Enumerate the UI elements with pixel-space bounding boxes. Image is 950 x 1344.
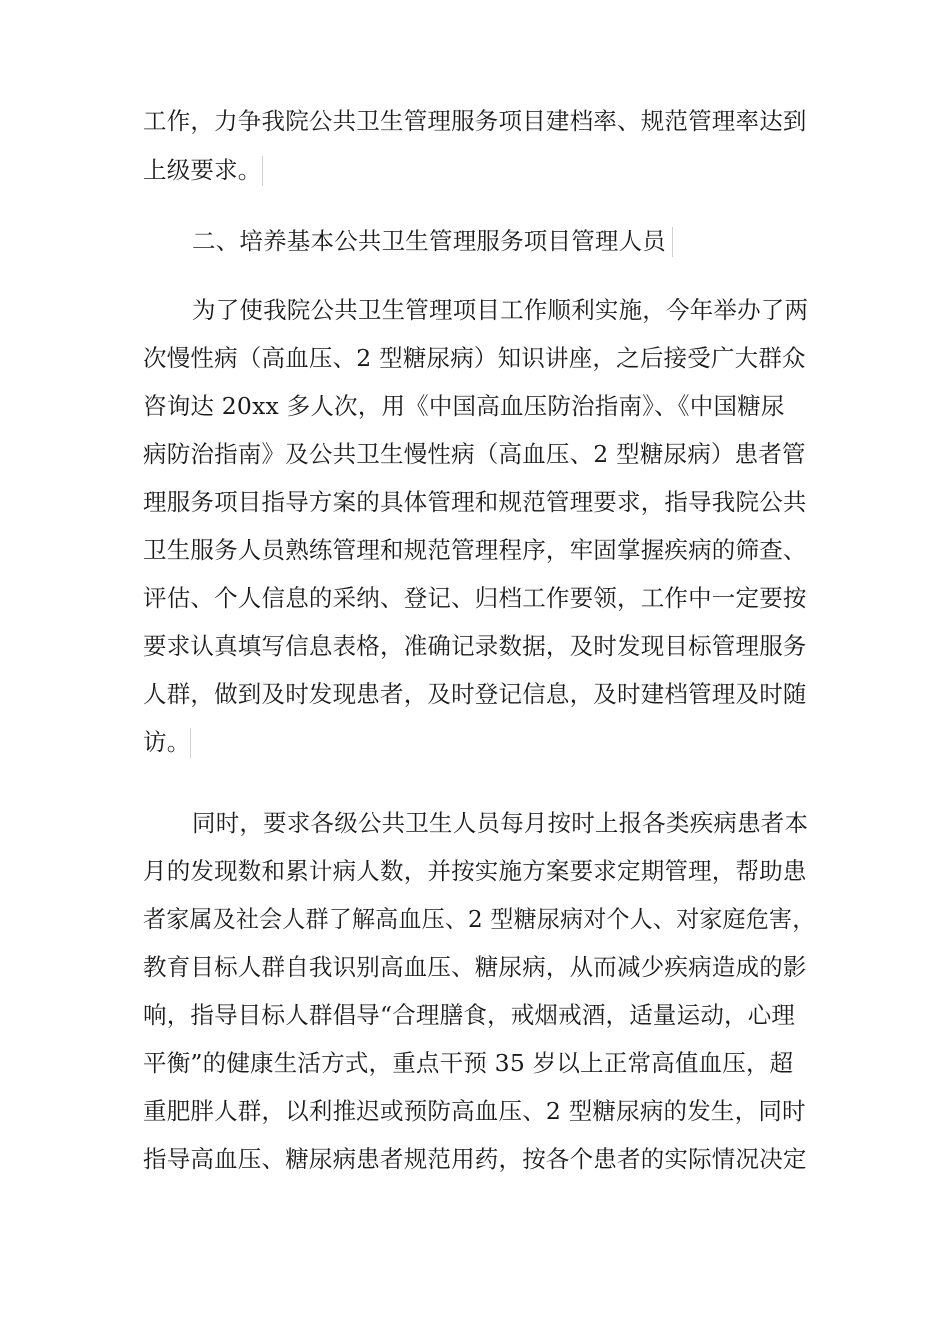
paragraph-3-line: 重肥胖人群，以利推迟或预防高血压、2 型糖尿病的发生，同时 (143, 1097, 806, 1125)
paragraph-3-line: 同时，要求各级公共卫生人员每月按时上报各类疾病患者本 (192, 809, 809, 837)
paragraph-2-line: 为了使我院公共卫生管理项目工作顺利实施，今年举办了两 (192, 296, 809, 324)
paragraph-2-line: 要求认真填写信息表格，准确记录数据，及时发现目标管理服务 (143, 632, 807, 660)
line-end-marker (190, 728, 191, 758)
paragraph-3-line: 指导高血压、糖尿病患者规范用药，按各个患者的实际情况决定 (143, 1145, 807, 1173)
paragraph-3-line: 响，指导目标人群倡导“合理膳食，戒烟戒酒，适量运动，心理 (143, 1001, 796, 1029)
paragraph-3-line: 平衡”的健康生活方式，重点干预 35 岁以上正常高值血压，超 (143, 1049, 794, 1077)
paragraph-2-line: 病防治指南》及公共卫生慢性病（高血压、2 型糖尿病）患者管 (143, 440, 806, 468)
section-heading: 二、培养基本公共卫生管理服务项目管理人员 (192, 227, 666, 255)
paragraph-2-line: 访。 (143, 728, 191, 756)
paragraph-1-line: 工作，力争我院公共卫生管理服务项目建档率、规范管理率达到 (143, 107, 807, 135)
paragraph-2-line: 卫生服务人员熟练管理和规范管理程序，牢固掌握疾病的筛查、 (143, 536, 807, 564)
paragraph-2-line: 人群，做到及时发现患者，及时登记信息，及时建档管理及时随 (143, 680, 807, 708)
paragraph-1-line: 上级要求。 (143, 156, 262, 184)
paragraph-3-line: 教育目标人群自我识别高血压、糖尿病，从而减少疾病造成的影 (143, 953, 807, 981)
paragraph-3-line: 者家属及社会人群了解高血压、2 型糖尿病对个人、对家庭危害， (143, 905, 816, 933)
paragraph-2-line: 评估、个人信息的采纳、登记、归档工作要领，工作中一定要按 (143, 584, 807, 612)
paragraph-2-line: 理服务项目指导方案的具体管理和规范管理要求，指导我院公共 (143, 488, 807, 516)
paragraph-3-line: 月的发现数和累计病人数，并按实施方案要求定期管理，帮助患 (143, 857, 807, 885)
line-end-marker (672, 227, 673, 257)
line-end-marker (262, 156, 263, 186)
paragraph-2-line: 咨询达 20xx 多人次，用《中国高血压防治指南》、《中国糖尿 (143, 392, 785, 420)
paragraph-2-line: 次慢性病（高血压、2 型糖尿病）知识讲座，之后接受广大群众 (143, 344, 806, 372)
